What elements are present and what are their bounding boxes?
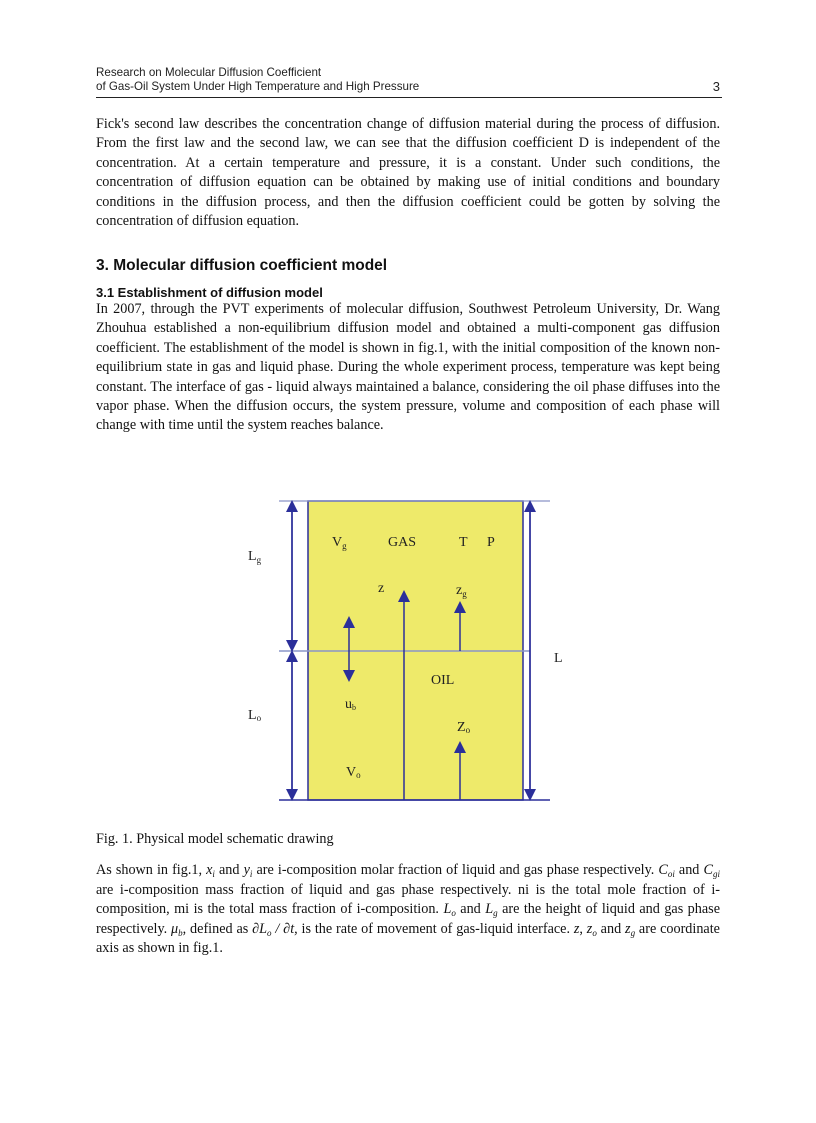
page-number: 3 [712,79,720,94]
label-zo: Zo [457,720,471,735]
physical-model-figure [240,490,580,810]
section-heading: 3. Molecular diffusion coefficient model [96,257,388,274]
running-header [96,66,722,94]
label-oil: OIL [431,673,455,688]
header-title-line2: of Gas-Oil System Under High Temperature and High Pressure [96,80,420,93]
label-vg: $V_g$ [332,535,347,551]
label-zg: $z_g$ [456,583,467,599]
label-ub: ub [345,697,356,712]
intro-paragraph: Fick's second law describes the concentration change of diffusion material during the process of diffusion. From the first law and the second law, we can see that the diffusion coefficient D is independent of the concentration. At a certain temperature and pressure, it is a constant. Under such conditions, the concentration of diffusion equation can be obtained by making use of initial conditions and boundary conditions in the diffusion process, and then the diffusion coefficient could be gotten by solving the concentration of diffusion equation. [96,116,720,230]
label-lo: Lo [248,708,262,723]
label-t: T [459,535,468,550]
label-vo: Vo [346,765,361,780]
model-paragraph: In 2007, through the PVT experiments of molecular diffusion, Southwest Petroleum University, Dr. Wang Zhouhua established a non-equilibrium diffusion model and obtained a multi-component gas diffusion coefficient. The establishment of the model is shown in fig.1, with the initial composition of the known non-equilibrium state in gas and liquid phase. During the whole experiment process, temperature was kept being constant. The interface of gas - liquid always maintained a balance, considering the oil phase diffuses into the vapor phase. When the diffusion occurs, the system pressure, volume and composition of each phase will change with time until the system reaches balance. [96,301,720,434]
definitions-paragraph: As shown in fig.1, $x_i$ and $y_i$ are i-composition molar fraction of liquid and gas phase respectively. $C_{oi}$ and $C_{gi}$ are i-composition mass fraction of liquid and gas phase respectively. ni is the total mole fraction of i-composition, mi is the total mass fraction of i-composition. $L_o$ and $L_g$ are the height of liquid and gas phase respectively. $\mu_b$, defined as $\partial L_o / \partial t$, is the rate of movement of gas-liquid interface. z, $z_o$ and $z_g$ are coordinate axis as shown in fig.1. [96,862,720,957]
subsection-heading: 3.1 Establishment of diffusion model [96,285,323,300]
header-title-line1: Research on Molecular Diffusion Coefficient [96,66,322,79]
label-gas: GAS [388,535,417,550]
figure-caption: Fig. 1. Physical model schematic drawing [96,831,334,847]
label-lg: $L_g$ [248,549,262,565]
label-l: L [554,651,563,666]
label-p: P [487,535,495,550]
label-z: z [378,581,385,596]
header-rule [96,97,722,98]
